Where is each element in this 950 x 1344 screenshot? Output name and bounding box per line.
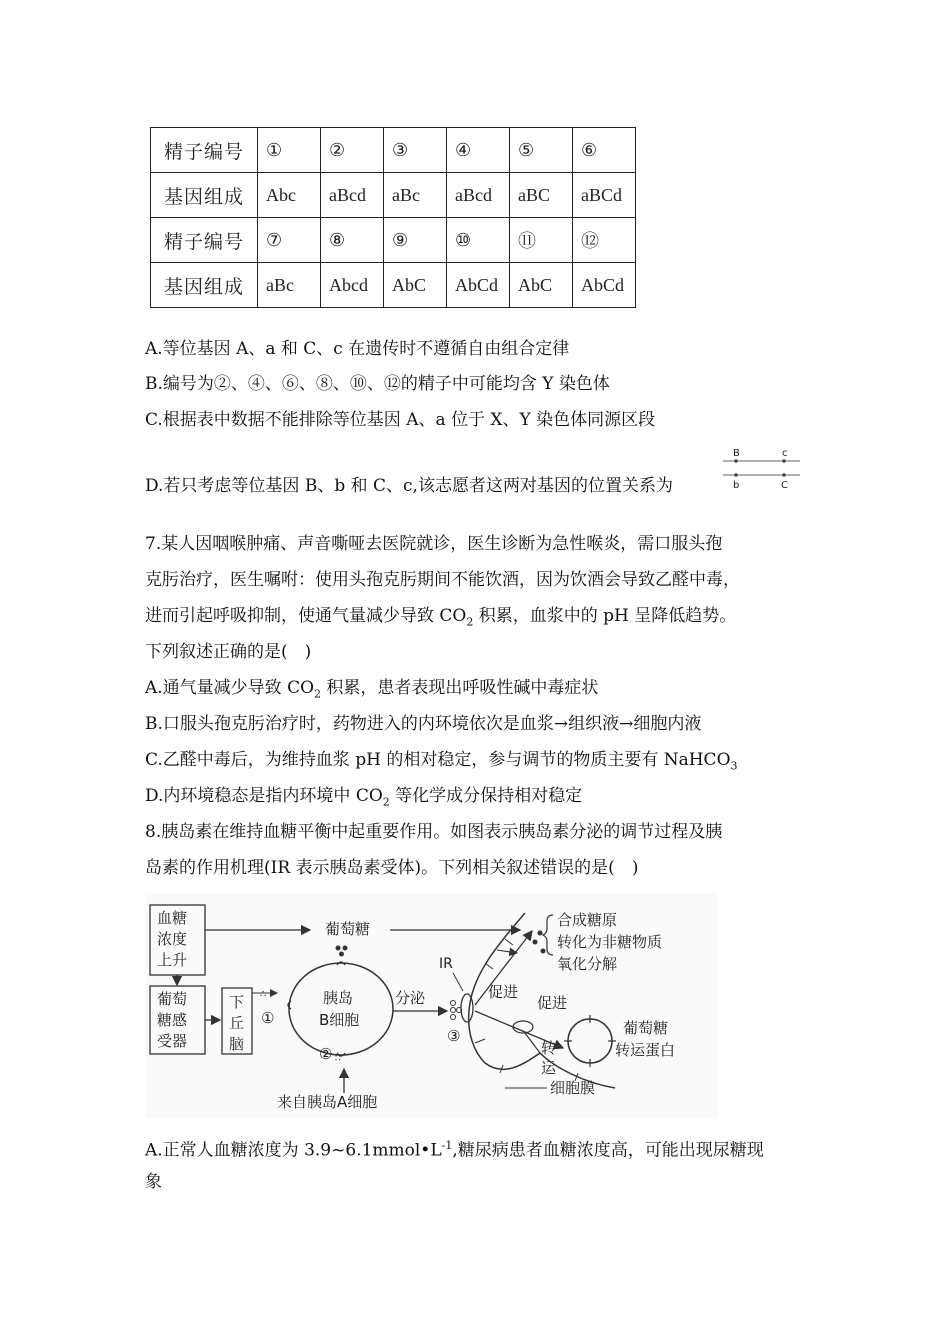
hormone-dots: ∷ xyxy=(335,1054,341,1064)
row-header: 精子编号 xyxy=(151,128,258,173)
secrete-label: 分泌 xyxy=(395,989,426,1007)
table-cell: ⑤ xyxy=(510,128,573,173)
q7-line-1: 7.某人因咽喉肿痛、声音嘶哑去医院就诊，医生诊断为急性喉炎，需口服头孢 xyxy=(145,534,723,554)
step-number: ③ xyxy=(447,1027,461,1045)
glucose-molecule xyxy=(533,940,538,945)
chromosome-figure xyxy=(718,444,803,494)
box-label: 葡萄 xyxy=(157,990,188,1008)
insulin-regulation-diagram xyxy=(145,893,717,1118)
from-a-cell-label: 来自胰岛A细胞 xyxy=(277,1093,378,1111)
box-label: 受器 xyxy=(157,1032,188,1050)
ir-label: IR xyxy=(439,956,453,972)
q6-option-a: A.等位基因 A、a 和 C、c 在遗传时不遵循自由组合定律 xyxy=(145,339,570,359)
table-cell: ③ xyxy=(384,128,447,173)
neurotransmitter-dots: ∴ xyxy=(260,989,267,1000)
effect-label: 转化为非糖物质 xyxy=(557,933,663,951)
box-label: 糖感 xyxy=(157,1011,188,1029)
table-row xyxy=(151,263,636,308)
table-cell: aBC xyxy=(510,173,573,218)
q6-option-b: B.编号为②、④、⑥、⑧、⑩、⑫的精子中可能均含 Y 染色体 xyxy=(145,374,610,394)
table-cell: ⑥ xyxy=(573,128,636,173)
transporter-label: 葡萄糖 xyxy=(623,1019,669,1037)
q7-line-2: 克肟治疗，医生嘱咐：使用头孢克肟期间不能饮酒，因为饮酒会导致乙醛中毒， xyxy=(145,570,740,590)
transport-label: 转 xyxy=(541,1039,557,1057)
box-label: 血糖 xyxy=(157,909,188,927)
table-cell: AbC xyxy=(510,263,573,308)
table-cell: aBcd xyxy=(321,173,384,218)
table-cell: AbC xyxy=(384,263,447,308)
table-cell: AbCd xyxy=(447,263,510,308)
table-cell: aBCd xyxy=(573,173,636,218)
q8-line-2: 岛素的作用机理(IR 表示胰岛素受体)。下列相关叙述错误的是( ) xyxy=(145,858,639,878)
q7-option-a: A.通气量减少导致 $CO_2$ 积累，患者表现出呼吸性碱中毒症状 xyxy=(145,678,599,701)
promote-label: 促进 xyxy=(537,994,568,1012)
q6-option-d: D.若只考虑等位基因 B、b 和 C、c,该志愿者这两对基因的位置关系为 xyxy=(145,476,673,496)
glucose-molecule xyxy=(339,952,344,957)
effect-label: 合成糖原 xyxy=(557,911,618,929)
table-cell: ⑨ xyxy=(384,218,447,263)
table-cell: AbCd xyxy=(573,263,636,308)
table-cell: aBc xyxy=(258,263,321,308)
gene-label: b xyxy=(733,480,740,491)
table-cell: ② xyxy=(321,128,384,173)
q8-option-a-cont: 象 xyxy=(145,1172,162,1192)
gene-label: C xyxy=(781,480,788,491)
q7-option-b: B.口服头孢克肟治疗时，药物进入的内环境依次是血浆→组织液→细胞内液 xyxy=(145,714,702,734)
table-row xyxy=(151,128,636,173)
q6-option-c: C.根据表中数据不能排除等位基因 A、a 位于 X、Y 染色体同源区段 xyxy=(145,410,656,430)
q8-option-a: A.正常人血糖浓度为 $3.9\sim 6.1mmol•L^{-1}$,糖尿病患者血糖浓度高，可能出现尿糖现 xyxy=(145,1139,764,1161)
step-number: ① xyxy=(261,1009,275,1027)
table-row xyxy=(151,218,636,263)
gene-locus xyxy=(782,459,786,463)
transport-label: 运 xyxy=(541,1059,557,1077)
glucose-molecule xyxy=(538,931,543,936)
row-header: 基因组成 xyxy=(151,263,258,308)
table-row xyxy=(151,173,636,218)
table-cell: aBcd xyxy=(447,173,510,218)
gene-label: B xyxy=(733,448,740,459)
row-header: 精子编号 xyxy=(151,218,258,263)
row-header: 基因组成 xyxy=(151,173,258,218)
box-label: 上升 xyxy=(157,951,188,969)
box-label: 丘 xyxy=(229,1014,245,1032)
box-label: 下 xyxy=(229,993,245,1011)
gene-label: c xyxy=(782,448,788,459)
table-cell: ⑧ xyxy=(321,218,384,263)
gene-locus xyxy=(734,473,738,477)
q7-line-3: 进而引起呼吸抑制，使通气量减少导致 $CO_2$ 积累，血浆中的 pH 呈降低趋势。 xyxy=(145,606,737,629)
glucose-molecule xyxy=(541,949,546,954)
gene-locus xyxy=(782,473,786,477)
table-cell: Abcd xyxy=(321,263,384,308)
table-cell: ⑫ xyxy=(573,218,636,263)
gene-locus xyxy=(734,459,738,463)
cell-label: B细胞 xyxy=(319,1011,360,1029)
table-cell: ⑪ xyxy=(510,218,573,263)
cell-label: 胰岛 xyxy=(323,989,354,1007)
q8-line-1: 8.胰岛素在维持血糖平衡中起重要作用。如图表示胰岛素分泌的调节过程及胰 xyxy=(145,822,723,842)
transporter-label: 转运蛋白 xyxy=(615,1041,676,1059)
glucose-molecule xyxy=(336,946,341,951)
glucose-label: 葡萄糖 xyxy=(325,920,371,938)
glucose-molecule xyxy=(343,946,348,951)
box-label: 脑 xyxy=(229,1035,245,1053)
table-cell: ④ xyxy=(447,128,510,173)
effect-label: 氧化分解 xyxy=(557,955,618,973)
q7-option-d: D.内环境稳态是指内环境中 $CO_2$ 等化学成分保持相对稳定 xyxy=(145,786,583,809)
sperm-gene-table xyxy=(150,127,636,308)
q7-option-c: C.乙醛中毒后，为维持血浆 pH 的相对稳定，参与调节的物质主要有 NaHCO$_3$ xyxy=(145,750,738,773)
table-cell: aBc xyxy=(384,173,447,218)
promote-label: 促进 xyxy=(488,983,519,1001)
table-cell: ⑦ xyxy=(258,218,321,263)
box-label: 浓度 xyxy=(157,930,188,948)
table-cell: ⑩ xyxy=(447,218,510,263)
table-cell: ① xyxy=(258,128,321,173)
table-cell: Abc xyxy=(258,173,321,218)
step-number: ② xyxy=(319,1045,333,1063)
q7-line-4: 下列叙述正确的是( ) xyxy=(145,642,312,662)
membrane-label: 细胞膜 xyxy=(550,1079,596,1097)
